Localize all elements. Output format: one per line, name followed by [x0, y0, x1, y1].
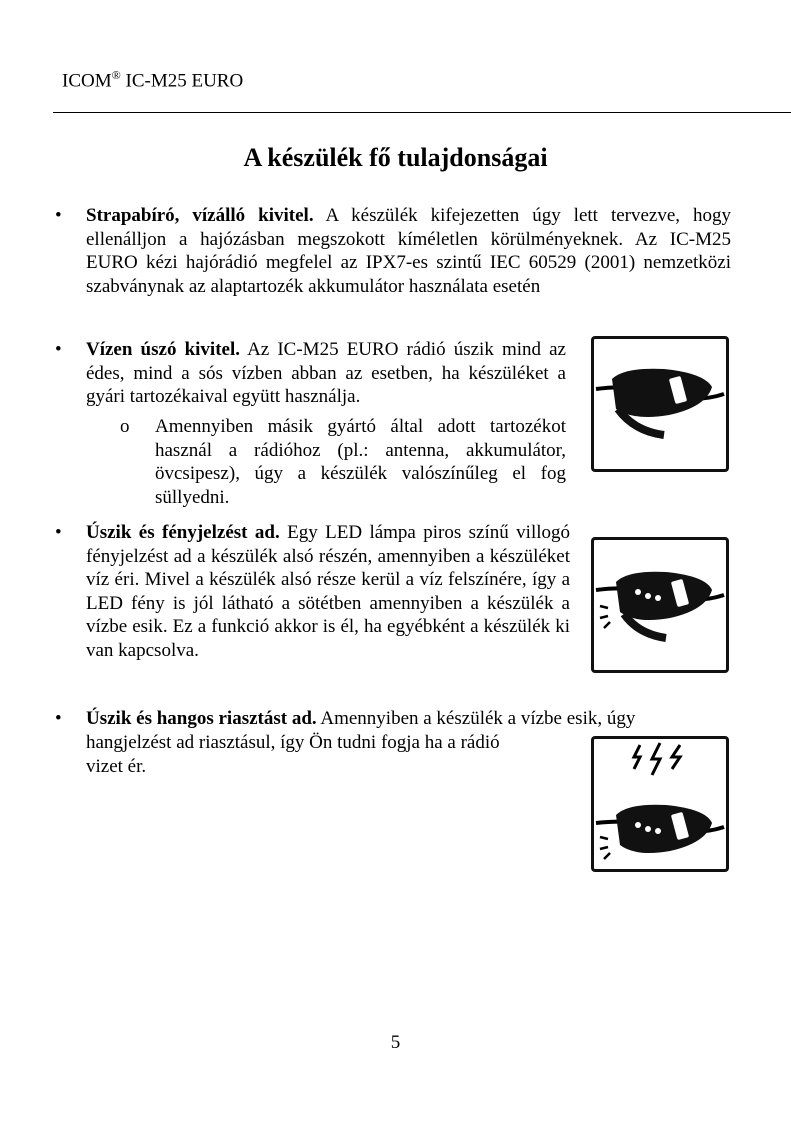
alarm-radio-illustration	[591, 736, 729, 872]
feature-item-4	[86, 707, 731, 731]
header-brand: ICOM	[62, 70, 112, 92]
feature-3-heading: Úszik és fényjelzést ad.	[86, 522, 280, 543]
page-header	[62, 68, 243, 92]
bullet-1: •	[55, 205, 62, 226]
feature-item-1	[86, 204, 731, 298]
feature-item-3	[86, 521, 570, 662]
feature-4-text-b: hangjelzést ad riasztásul, így Ön tudni fogja ha a rádió vizet ér.	[86, 732, 500, 777]
feature-1-text: A készülék kifejezetten úgy lett tervezve, hogy ellenálljon a hajózásban megszokott kíméletlen körülményeknek. Az IC-M25 EURO kézi hajórádió megfelel az IPX7-es szintű IEC 60529 (2001) nemzetközi szabványnak az alaptartozék akkumulátor használata esetén	[86, 205, 732, 297]
sub-item-text: Amennyiben másik gyártó által adott tartozékot használ a rádióhoz (pl.: antenna, akkumulátor, övcsipesz), úgy a készülék valószínűleg el fog süllyedni.	[155, 416, 566, 508]
feature-1-heading: Strapabíró, vízálló kivitel.	[86, 205, 314, 226]
feature-2-text: Az IC-M25 EURO rádió úszik mind az édes, mind a sós vízben abban az esetben, ha készüléket a gyári tartozékaival együtt használja.	[86, 339, 566, 407]
feature-4-heading: Úszik és hangos riasztást ad.	[86, 708, 317, 729]
feature-2-heading: Vízen úszó kivitel.	[86, 339, 240, 360]
page-title: A készülék fő tulajdonságai	[243, 143, 548, 172]
header-model: IC-M25 EURO	[125, 70, 244, 92]
feature-3-text: Egy LED lámpa piros színű villogó fényjelzést ad a készülék alsó részén, amennyiben a készüléket víz éri. Mivel a készülék alsó része kerül a víz felszínére, így a LED fény is jól látható a sötétben amennyiben a készülék a vízbe esik. Ez a funkció akkor is él, ha egyébként a készülék ki van kapcsolva.	[86, 522, 571, 661]
bullet-2: •	[55, 339, 62, 360]
header-rule	[53, 112, 791, 113]
bullet-4: •	[55, 708, 62, 729]
sub-bullet: o	[120, 416, 130, 437]
led-flash-radio-illustration	[591, 537, 729, 673]
feature-4-text-a: Amennyiben a készülék a vízbe esik, úgy	[316, 708, 636, 729]
floating-radio-illustration	[591, 336, 729, 472]
page-number: 5	[390, 1032, 401, 1053]
bullet-3: •	[55, 522, 62, 543]
feature-item-4-cont	[86, 731, 570, 778]
feature-item-2	[86, 338, 566, 409]
registered-mark: ®	[111, 68, 121, 82]
